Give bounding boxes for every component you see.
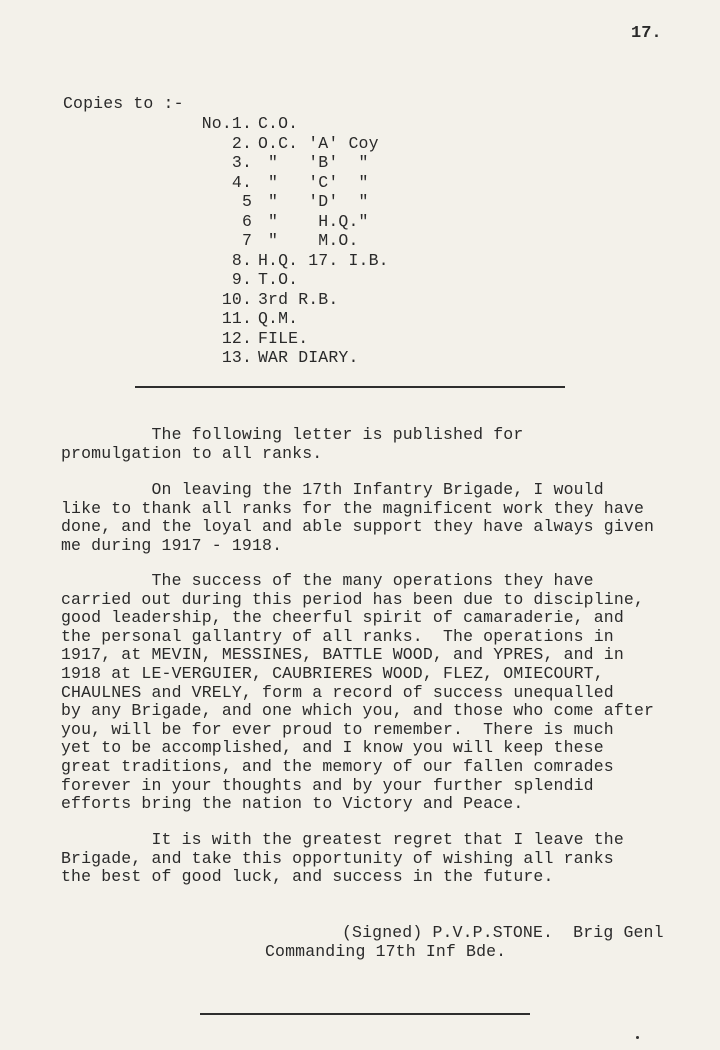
intro-line: The following letter is published for xyxy=(61,425,524,444)
distribution-number: 9. xyxy=(231,270,252,289)
distribution-recipient: H.Q. 17. I.B. xyxy=(258,250,389,270)
distribution-recipient: O.C. 'A' Coy xyxy=(258,133,379,153)
distribution-recipient: " H.Q." xyxy=(258,211,369,231)
paragraph-line: CHAULNES and VRELY, form a record of success unequalled xyxy=(61,682,614,702)
distribution-recipient: " M.O. xyxy=(258,231,359,250)
distribution-number: 7 xyxy=(241,231,252,250)
paragraph-line: by any Brigade, and one which you, and those who come after xyxy=(61,701,655,721)
distribution-recipient: WAR DIARY. xyxy=(258,348,359,367)
paragraph-line: carried out during this period has been due to discipline, xyxy=(61,589,644,609)
paragraph-line: The success of the many operations they have xyxy=(61,571,594,590)
divider-bottom xyxy=(200,1013,530,1015)
distribution-number: No.1. xyxy=(201,114,252,133)
distribution-number: 8. xyxy=(231,250,252,270)
ink-speck xyxy=(636,1036,639,1039)
paragraph-line: good leadership, the cheerful spirit of camaraderie, and xyxy=(61,608,624,628)
distribution-recipient: " 'B' " xyxy=(258,153,369,172)
distribution-number: 10. xyxy=(221,289,252,309)
distribution-recipient: FILE. xyxy=(258,328,309,348)
paragraph-line: the personal gallantry of all ranks. The operations in xyxy=(61,626,614,646)
paragraph-line: 1917, at MEVIN, MESSINES, BATTLE WOOD, and YPRES, and in xyxy=(61,645,624,665)
distribution-number: 12. xyxy=(221,328,252,348)
distribution-recipient: C.O. xyxy=(258,114,299,133)
paragraph-line: you, will be for ever proud to remember. There is much xyxy=(61,719,614,739)
distribution-recipient: " 'D' " xyxy=(258,192,369,211)
signature-title: Commanding 17th Inf Bde. xyxy=(265,942,507,961)
distribution-recipient: Q.M. xyxy=(258,309,299,328)
paragraph-line: It is with the greatest regret that I leave the xyxy=(61,830,624,849)
distribution-recipient: T.O. xyxy=(258,270,299,289)
paragraph-line: Brigade, and take this opportunity of wishing all ranks xyxy=(61,848,614,868)
paragraph-line: done, and the loyal and able support they have always given xyxy=(61,517,655,537)
distribution-number: 13. xyxy=(221,348,252,367)
intro-line: promulgation to all ranks. xyxy=(61,443,323,463)
distribution-number: 4. xyxy=(231,172,252,192)
copies-heading: Copies to :- xyxy=(63,94,184,113)
paragraph-line: 1918 at LE-VERGUIER, CAUBRIERES WOOD, FLEZ, OMIECOURT, xyxy=(61,664,604,683)
page-number: 17. xyxy=(631,24,662,43)
distribution-recipient: " 'C' " xyxy=(258,172,369,192)
paragraph-line: forever in your thoughts and by your further splendid xyxy=(61,775,594,795)
paragraph-line: the best of good luck, and success in the future. xyxy=(61,867,554,887)
distribution-number: 6 xyxy=(241,211,252,231)
paragraph-line: On leaving the 17th Infantry Brigade, I would xyxy=(61,480,604,499)
paragraph-line: efforts bring the nation to Victory and Peace. xyxy=(61,794,524,814)
paragraph-line: me during 1917 - 1918. xyxy=(61,535,283,555)
distribution-number: 2. xyxy=(231,133,252,153)
distribution-number: 3. xyxy=(231,153,252,172)
distribution-number: 11. xyxy=(221,309,252,328)
signature-line: (Signed) P.V.P.STONE. Brig Genl xyxy=(342,923,664,942)
divider-top xyxy=(135,386,565,388)
paragraph-line: yet to be accomplished, and I know you will keep these xyxy=(61,738,604,758)
distribution-number: 5 xyxy=(241,192,252,211)
distribution-recipient: 3rd R.B. xyxy=(258,289,339,309)
paragraph-line: like to thank all ranks for the magnificent work they have xyxy=(61,498,644,518)
paragraph-line: great traditions, and the memory of our fallen comrades xyxy=(61,757,614,776)
